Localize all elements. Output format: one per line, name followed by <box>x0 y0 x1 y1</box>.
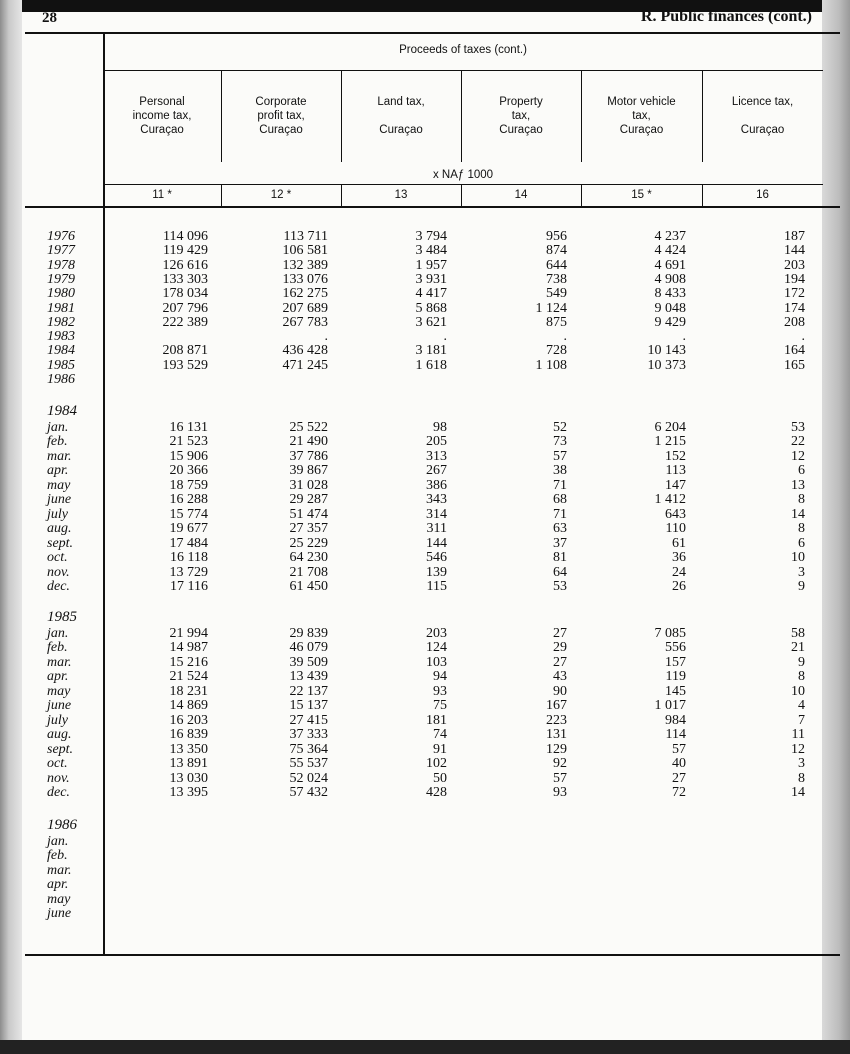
table-cell: 24 <box>672 564 686 580</box>
table-cell: 984 <box>665 712 686 728</box>
table-cell: 343 <box>426 492 447 508</box>
table-bottom-rule <box>25 954 840 956</box>
table-cell: 53 <box>553 578 567 594</box>
table-cell: 21 490 <box>289 434 328 450</box>
page-right-edge <box>822 0 850 1054</box>
table-cell: 3 181 <box>415 343 447 359</box>
table-cell: . <box>682 329 686 345</box>
row-label: july <box>47 506 68 522</box>
table-cell: 15 774 <box>169 506 208 522</box>
column-number: 16 <box>756 189 769 201</box>
table-cell: 73 <box>553 434 567 450</box>
row-label: sept. <box>47 535 74 551</box>
column-header <box>702 95 823 137</box>
table-cell: 13 350 <box>169 741 208 757</box>
table-cell: 157 <box>665 654 686 670</box>
table-cell: 114 <box>665 727 686 743</box>
column-header-line: Curaçao <box>140 124 184 136</box>
table-cell: 386 <box>426 477 447 493</box>
table-cell: 13 030 <box>169 770 208 786</box>
row-label: 1978 <box>47 257 75 273</box>
table-cell: 15 137 <box>289 698 328 714</box>
table-cell: 8 433 <box>654 286 686 302</box>
table-cell: 40 <box>672 756 686 772</box>
table-cell: 31 028 <box>289 477 328 493</box>
column-header-line: Curaçao <box>740 124 785 136</box>
table-cell: 27 <box>553 654 567 670</box>
table-cell: 187 <box>784 229 805 244</box>
row-label: dec. <box>47 578 70 594</box>
table-cell: 14 <box>791 506 805 522</box>
table-cell: 9 429 <box>654 314 686 330</box>
row-label: 1982 <box>47 314 75 330</box>
table-cell: 1 017 <box>654 698 686 714</box>
table-cell: 57 432 <box>289 784 328 800</box>
row-label: jan. <box>47 420 69 435</box>
row-label: 1980 <box>47 286 75 302</box>
table-cell: 1 215 <box>654 434 686 450</box>
table-cell: 114 096 <box>163 229 208 244</box>
table-cell: 133 303 <box>162 271 208 287</box>
table-cell: 71 <box>553 477 567 493</box>
table-cell: 267 783 <box>282 314 328 330</box>
table-cell: 75 364 <box>289 741 328 757</box>
table-cell: 738 <box>546 271 567 287</box>
table-cell: 113 <box>665 463 686 479</box>
row-label: feb. <box>47 848 68 864</box>
table-cell: 129 <box>546 741 567 757</box>
table-cell: 106 581 <box>282 243 328 259</box>
table-cell: 1 618 <box>415 357 447 373</box>
table-cell: 126 616 <box>162 257 208 273</box>
table-cell: 119 <box>665 669 686 685</box>
table-cell: 875 <box>546 314 567 330</box>
table-cell: 102 <box>426 756 447 772</box>
page-number: 28 <box>42 10 57 26</box>
title-rule <box>103 70 823 71</box>
table-cell: 15 216 <box>169 654 208 670</box>
table-cell: 193 529 <box>162 357 208 373</box>
table-cell: 3 484 <box>415 243 447 259</box>
row-label: may <box>47 683 71 699</box>
table-cell: 267 <box>426 463 447 479</box>
column-header-line: Curaçao <box>259 124 303 136</box>
table-cell: 956 <box>546 229 567 244</box>
table-cell: 8 <box>798 669 805 685</box>
column-header <box>341 95 461 137</box>
table-cell: 6 <box>798 463 805 479</box>
table-cell: 132 389 <box>282 257 328 273</box>
table-cell: 174 <box>784 300 805 316</box>
table-cell: 205 <box>426 434 447 450</box>
table-cell: 167 <box>546 698 567 714</box>
year-heading: 1986 <box>47 817 77 833</box>
table-cell: 29 287 <box>289 492 328 508</box>
table-cell: 36 <box>672 550 686 566</box>
table-cell: 29 839 <box>289 626 328 641</box>
table-cell: 12 <box>791 448 805 464</box>
row-label: 1985 <box>47 357 75 373</box>
table-cell: 181 <box>426 712 447 728</box>
table-cell: 5 868 <box>415 300 447 316</box>
table-cell: 22 137 <box>289 683 328 699</box>
column-header-line: Licence tax, <box>731 96 794 108</box>
table-cell: 124 <box>426 640 447 656</box>
table-cell: 546 <box>426 550 447 566</box>
table-cell: 203 <box>784 257 805 273</box>
column-header-line <box>702 109 823 123</box>
table-cell: 38 <box>553 463 567 479</box>
row-label: 1981 <box>47 300 75 316</box>
table-cell: 20 366 <box>169 463 208 479</box>
row-label: feb. <box>47 640 68 656</box>
table-cell: 13 891 <box>169 756 208 772</box>
table-cell: 16 203 <box>169 712 208 728</box>
table-cell: 58 <box>791 626 805 641</box>
table-cell: 165 <box>784 357 805 373</box>
table-cell: 115 <box>426 578 447 594</box>
row-label: sept. <box>47 741 74 757</box>
table-cell: 145 <box>665 683 686 699</box>
table-cell: 37 <box>553 535 567 551</box>
table-cell: 21 523 <box>169 434 208 450</box>
table-cell: 8 <box>798 492 805 508</box>
column-header-line: Curaçao <box>499 124 543 136</box>
table-cell: 13 395 <box>169 784 208 800</box>
table-cell: 37 333 <box>289 727 328 743</box>
column-header <box>581 95 702 137</box>
table-cell: . <box>801 329 805 345</box>
row-label: oct. <box>47 756 68 772</box>
table-cell: 549 <box>546 286 567 302</box>
unit-rule <box>103 184 823 185</box>
row-label: dec. <box>47 784 70 800</box>
table-cell: 51 474 <box>289 506 328 522</box>
column-header <box>103 95 221 137</box>
table-cell: 50 <box>433 770 447 786</box>
row-label: apr. <box>47 463 69 479</box>
column-header-line <box>341 109 461 123</box>
table-cell: 29 <box>553 640 567 656</box>
table-cell: 223 <box>546 712 567 728</box>
table-cell: 4 424 <box>654 243 686 259</box>
row-label: june <box>47 906 72 922</box>
table-cell: 4 237 <box>654 229 686 244</box>
column-header-line: Curaçao <box>619 124 664 136</box>
row-label: aug. <box>47 727 72 743</box>
column-header-line: tax, <box>511 110 531 122</box>
table-cell: 14 <box>791 784 805 800</box>
table-cell: 18 231 <box>169 683 208 699</box>
table-cell: 17 484 <box>169 535 208 551</box>
column-header-line: profit tax, <box>257 110 305 122</box>
table-cell: 27 <box>553 626 567 641</box>
header-bottom-rule <box>25 206 840 208</box>
table-cell: 19 677 <box>169 521 208 537</box>
row-label: june <box>47 492 72 508</box>
column-number: 11 * <box>152 189 172 201</box>
table-cell: 37 786 <box>289 448 328 464</box>
row-label: june <box>47 698 72 714</box>
column-number: 15 * <box>631 189 652 201</box>
table-cell: 7 085 <box>654 626 686 641</box>
table-cell: 10 <box>791 683 805 699</box>
table-cell: 4 908 <box>654 271 686 287</box>
table-cell: 1 124 <box>535 300 567 316</box>
table-cell: 643 <box>665 506 686 522</box>
column-header-line: Personal <box>139 96 185 108</box>
table-cell: 53 <box>791 420 805 435</box>
table-cell: 9 <box>798 578 805 594</box>
column-header-line: income tax, <box>132 110 192 122</box>
table-cell: 93 <box>433 683 447 699</box>
table-cell: 25 522 <box>289 420 328 435</box>
table-cell: 144 <box>426 535 447 551</box>
row-label: 1983 <box>47 329 75 345</box>
table-cell: 311 <box>426 521 447 537</box>
row-label: may <box>47 891 71 907</box>
table-cell: 75 <box>433 698 447 714</box>
table-cell: 4 691 <box>654 257 686 273</box>
table-cell: 16 288 <box>169 492 208 508</box>
table-cell: 874 <box>546 243 567 259</box>
table-cell: 63 <box>553 521 567 537</box>
table-cell: 13 729 <box>169 564 208 580</box>
row-label: jan. <box>47 626 69 641</box>
table-cell: 39 509 <box>289 654 328 670</box>
table-cell: 207 796 <box>162 300 208 316</box>
table-cell: 208 <box>784 314 805 330</box>
table-cell: 1 108 <box>535 357 567 373</box>
table-cell: 43 <box>553 669 567 685</box>
row-label: 1984 <box>47 343 75 359</box>
table-cell: 27 <box>672 770 686 786</box>
running-head: R. Public finances (cont.) <box>640 8 812 25</box>
table-cell: 27 357 <box>289 521 328 537</box>
table-cell: 6 <box>798 535 805 551</box>
table-cell: 21 <box>791 640 805 656</box>
table-cell: 25 229 <box>289 535 328 551</box>
table-cell: 64 230 <box>289 550 328 566</box>
row-label: july <box>47 712 68 728</box>
table-cell: . <box>324 329 328 345</box>
table-cell: 4 417 <box>415 286 447 302</box>
table-cell: 133 076 <box>282 271 328 287</box>
table-cell: 10 <box>791 550 805 566</box>
table-cell: 728 <box>546 343 567 359</box>
table-cell: 18 759 <box>169 477 208 493</box>
row-label: apr. <box>47 877 69 893</box>
book-spine-edge <box>0 0 22 1054</box>
table-cell: 26 <box>672 578 686 594</box>
table-cell: 194 <box>784 271 805 287</box>
year-heading: 1985 <box>47 609 77 625</box>
table-cell: 164 <box>784 343 805 359</box>
table-cell: 13 439 <box>289 669 328 685</box>
unit-label: x NAƒ 1000 <box>432 169 494 181</box>
table-cell: 3 <box>798 564 805 580</box>
table-cell: 436 428 <box>282 343 328 359</box>
table-cell: . <box>443 329 447 345</box>
table-cell: 39 867 <box>289 463 328 479</box>
table-cell: 7 <box>798 712 805 728</box>
table-cell: 3 931 <box>415 271 447 287</box>
table-cell: 139 <box>426 564 447 580</box>
table-cell: 13 <box>791 477 805 493</box>
column-number: 14 <box>514 189 528 201</box>
table-cell: 98 <box>433 420 447 435</box>
row-label: 1979 <box>47 271 75 287</box>
table-cell: 10 373 <box>647 357 686 373</box>
table-cell: 6 204 <box>654 420 686 435</box>
table-cell: 9 <box>798 654 805 670</box>
table-cell: 16 118 <box>170 550 208 566</box>
table-cell: 71 <box>553 506 567 522</box>
row-label: feb. <box>47 434 68 450</box>
table-cell: 113 711 <box>283 229 328 244</box>
column-number: 13 <box>394 189 408 201</box>
table-cell: 178 034 <box>162 286 208 302</box>
table-cell: 21 994 <box>169 626 208 641</box>
table-cell: 17 116 <box>170 578 208 594</box>
column-header-line: Property <box>499 96 543 108</box>
table-cell: 16 839 <box>169 727 208 743</box>
table-cell: 74 <box>433 727 447 743</box>
table-cell: 12 <box>791 741 805 757</box>
table-cell: 52 <box>553 420 567 435</box>
row-label: nov. <box>47 770 70 786</box>
table-cell: 90 <box>553 683 567 699</box>
table-cell: . <box>563 329 567 345</box>
row-label: oct. <box>47 550 68 566</box>
row-label: 1977 <box>47 243 75 259</box>
table-cell: 131 <box>546 727 567 743</box>
table-cell: 27 415 <box>289 712 328 728</box>
table-title: Proceeds of taxes (cont.) <box>399 44 527 56</box>
table-cell: 8 <box>798 770 805 786</box>
table-cell: 14 869 <box>169 698 208 714</box>
column-header-line: Curaçao <box>379 124 423 136</box>
row-label: mar. <box>47 862 72 878</box>
table-cell: 10 143 <box>647 343 686 359</box>
column-number: 12 * <box>270 189 292 201</box>
table-top-rule <box>25 32 840 34</box>
table-cell: 91 <box>433 741 447 757</box>
column-header <box>461 95 581 137</box>
table-cell: 68 <box>553 492 567 508</box>
table-cell: 208 871 <box>162 343 208 359</box>
table-cell: 21 524 <box>169 669 208 685</box>
table-cell: 644 <box>546 257 567 273</box>
table-cell: 94 <box>433 669 447 685</box>
table-cell: 3 <box>798 756 805 772</box>
table-cell: 46 079 <box>289 640 328 656</box>
table-cell: 3 794 <box>415 229 447 244</box>
table-cell: 110 <box>665 521 686 537</box>
table-cell: 428 <box>426 784 447 800</box>
table-cell: 14 987 <box>169 640 208 656</box>
table-cell: 57 <box>553 770 567 786</box>
table-cell: 72 <box>672 784 686 800</box>
row-label: jan. <box>47 834 69 849</box>
table-cell: 222 389 <box>162 314 208 330</box>
row-label: apr. <box>47 669 69 685</box>
table-cell: 64 <box>553 564 567 580</box>
row-label: nov. <box>47 564 70 580</box>
table-cell: 11 <box>791 727 805 743</box>
table-cell: 471 245 <box>282 357 328 373</box>
table-cell: 8 <box>798 521 805 537</box>
column-header-line: Corporate <box>255 96 307 108</box>
table-cell: 314 <box>426 506 447 522</box>
row-label: may <box>47 477 71 493</box>
table-cell: 92 <box>553 756 567 772</box>
column-header-line: tax, <box>632 110 651 122</box>
table-cell: 119 429 <box>163 243 208 259</box>
scan-bottom-border <box>0 1040 850 1054</box>
year-heading: 1984 <box>47 403 77 419</box>
table-cell: 1 957 <box>415 257 447 273</box>
table-cell: 152 <box>665 448 686 464</box>
table-cell: 3 621 <box>415 314 447 330</box>
table-cell: 52 024 <box>289 770 328 786</box>
column-header-line: Motor vehicle <box>607 96 676 108</box>
row-label: mar. <box>47 654 72 670</box>
table-cell: 16 131 <box>169 420 208 435</box>
table-cell: 207 689 <box>282 300 328 316</box>
row-label: 1986 <box>47 372 75 387</box>
table-cell: 93 <box>553 784 567 800</box>
table-cell: 147 <box>665 477 686 493</box>
row-label: mar. <box>47 448 72 464</box>
table-cell: 4 <box>798 698 805 714</box>
table-cell: 57 <box>553 448 567 464</box>
table-cell: 556 <box>665 640 686 656</box>
table-cell: 15 906 <box>169 448 208 464</box>
table-cell: 22 <box>791 434 805 450</box>
table-cell: 9 048 <box>654 300 686 316</box>
column-header-line: Land tax, <box>377 96 425 108</box>
row-label: 1976 <box>47 229 75 244</box>
table-cell: 57 <box>672 741 686 757</box>
table-cell: 81 <box>553 550 567 566</box>
table-cell: 61 450 <box>289 578 328 594</box>
table-cell: 203 <box>426 626 447 641</box>
table-cell: 144 <box>784 243 805 259</box>
table-cell: 21 708 <box>289 564 328 580</box>
table-cell: 61 <box>672 535 686 551</box>
table-cell: 55 537 <box>289 756 328 772</box>
table-cell: 313 <box>426 448 447 464</box>
table-cell: 162 275 <box>282 286 328 302</box>
row-label: aug. <box>47 521 72 537</box>
column-header <box>221 95 341 137</box>
table-cell: 1 412 <box>654 492 686 508</box>
table-cell: 103 <box>426 654 447 670</box>
table-cell: 172 <box>784 286 805 302</box>
